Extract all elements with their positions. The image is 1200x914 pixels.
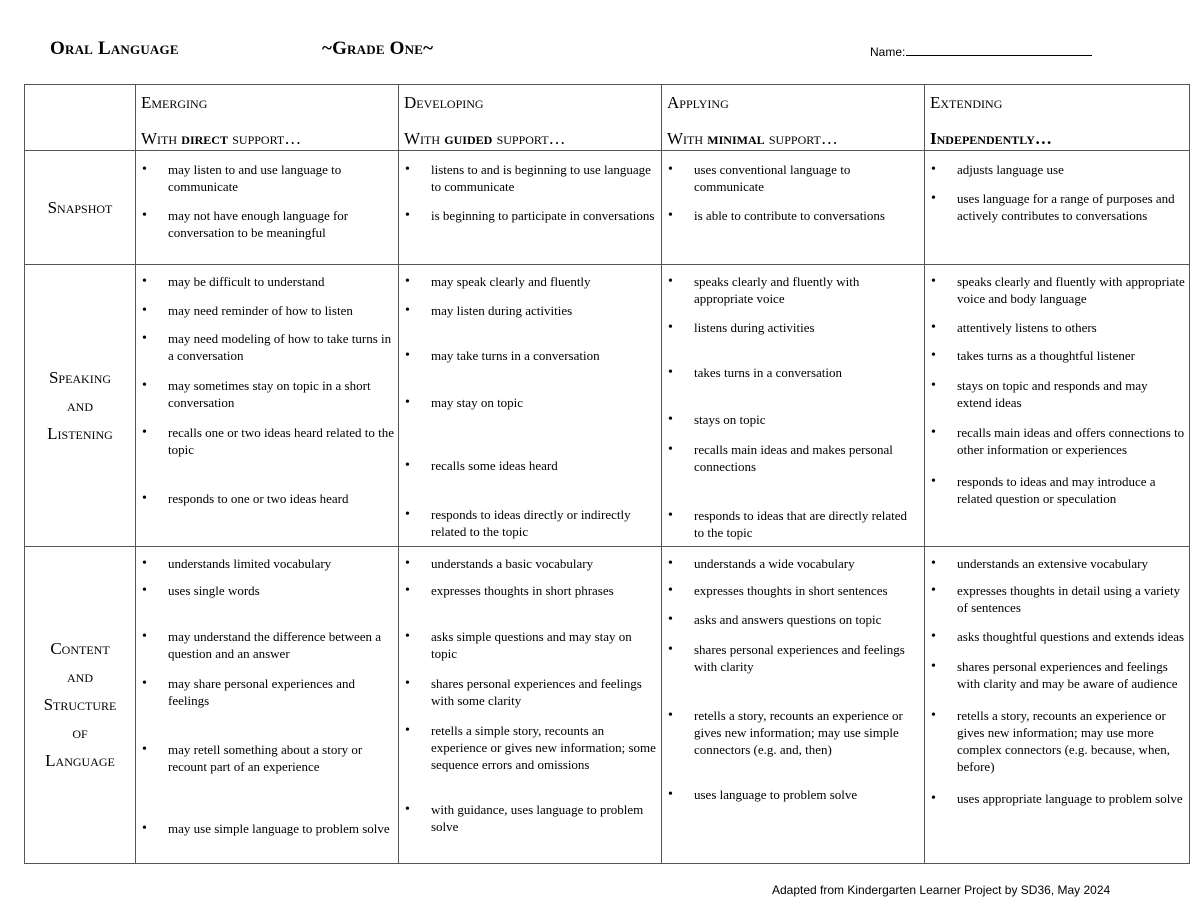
criteria-item: • attentively listens to others: [925, 319, 1189, 336]
row-label-line: Language: [45, 751, 115, 770]
rubric-cell-content-structure-emerging: [136, 547, 399, 864]
support-post: support…: [227, 129, 302, 148]
rubric-cell-snapshot-extending: [925, 151, 1190, 265]
level-label: Applying: [667, 93, 729, 112]
criteria-item: • adjusts language use: [925, 161, 1189, 178]
support-bold: Independently…: [930, 129, 1052, 148]
criteria-item: • may need reminder of how to listen: [136, 302, 398, 319]
row-label-speaking-listening: [25, 265, 136, 547]
criteria-item: • uses appropriate language to problem solve: [925, 790, 1189, 807]
criteria-item: • expresses thoughts in detail using a variety of sentences: [925, 582, 1189, 616]
criteria-item: • retells a simple story, recounts an experience or gives new information; some sequence errors and omissions: [399, 722, 661, 773]
criteria-item: • understands an extensive vocabulary: [925, 555, 1189, 572]
support-pre: With: [667, 129, 708, 148]
criteria-item: • may listen during activities: [399, 302, 661, 319]
criteria-item: • may retell something about a story or recount part of an experience: [136, 741, 398, 775]
criteria-list: [925, 151, 1189, 224]
criteria-item: • speaks clearly and fluently with appropriate voice: [662, 273, 924, 307]
rubric-cell-content-structure-developing: [399, 547, 662, 864]
row-label-line: and: [67, 395, 93, 415]
criteria-item: • recalls main ideas and offers connections to other information or experiences: [925, 424, 1189, 458]
criteria-item: • recalls main ideas and makes personal connections: [662, 441, 924, 475]
rubric-row-snapshot: [25, 151, 1190, 265]
criteria-item: • takes turns in a conversation: [662, 364, 924, 381]
document-title: Oral Language: [50, 38, 179, 59]
criteria-list: [662, 547, 924, 803]
criteria-item: • responds to one or two ideas heard: [136, 490, 398, 507]
support-label: [930, 128, 1189, 150]
level-label: Extending: [930, 93, 1003, 112]
criteria-item: • may stay on topic: [399, 394, 661, 411]
column-header-developing: [399, 85, 662, 151]
row-label-line: Content: [50, 639, 110, 658]
criteria-item: • expresses thoughts in short sentences: [662, 582, 924, 599]
criteria-list: [662, 265, 924, 541]
row-label-content-structure: [25, 547, 136, 864]
criteria-item: • expresses thoughts in short phrases: [399, 582, 661, 599]
support-label: [404, 128, 661, 150]
criteria-item: • may not have enough language for conversation to be meaningful: [136, 207, 398, 241]
criteria-list: [136, 265, 398, 507]
footer-credit: Adapted from Kindergarten Learner Project by SD36, May 2024: [772, 883, 1111, 897]
support-pre: With: [141, 129, 182, 148]
column-header-applying: [662, 85, 925, 151]
criteria-item: • stays on topic: [662, 411, 924, 428]
support-label: [667, 128, 924, 150]
criteria-item: • understands a wide vocabulary: [662, 555, 924, 572]
row-label-line: Structure: [43, 695, 117, 714]
rubric-cell-speaking-listening-applying: [662, 265, 925, 547]
criteria-item: • is beginning to participate in conversations: [399, 207, 661, 224]
criteria-item: • speaks clearly and fluently with appropriate voice and body language: [925, 273, 1189, 307]
criteria-item: • may need modeling of how to take turns in a conversation: [136, 330, 398, 364]
row-label-line: and: [67, 667, 93, 686]
criteria-item: • shares personal experiences and feelings with clarity and may be aware of audience: [925, 658, 1189, 692]
corner-cell: [25, 85, 136, 151]
rubric-cell-snapshot-emerging: [136, 151, 399, 265]
rubric-row-speaking-listening: [25, 265, 1190, 547]
criteria-item: • responds to ideas directly or indirectly related to the topic: [399, 506, 661, 540]
name-field: [870, 44, 1092, 59]
criteria-item: • listens during activities: [662, 319, 924, 336]
name-blank-line: [906, 44, 1092, 56]
criteria-list: [925, 265, 1189, 507]
criteria-item: • is able to contribute to conversations: [662, 207, 924, 224]
criteria-item: • may use simple language to problem solve: [136, 820, 398, 837]
name-label: Name:: [870, 45, 906, 59]
column-header-emerging: [136, 85, 399, 151]
criteria-list: [925, 547, 1189, 807]
criteria-item: • may speak clearly and fluently: [399, 273, 661, 290]
grade-heading: ~Grade One~: [322, 38, 434, 59]
support-label: [141, 128, 398, 150]
criteria-item: • shares personal experiences and feelings with some clarity: [399, 675, 661, 709]
rubric-row-content-structure: [25, 547, 1190, 864]
criteria-list: [136, 151, 398, 241]
criteria-item: • asks simple questions and may stay on topic: [399, 628, 661, 662]
criteria-list: [399, 151, 661, 224]
row-label-line: Speaking: [48, 367, 112, 387]
level-label: Emerging: [141, 93, 208, 112]
criteria-item: • may listen to and use language to communicate: [136, 161, 398, 195]
criteria-item: • listens to and is beginning to use language to communicate: [399, 161, 661, 195]
row-label-snapshot: [25, 151, 136, 265]
criteria-list: [399, 547, 661, 835]
rubric-cell-snapshot-applying: [662, 151, 925, 265]
support-post: support…: [492, 129, 566, 148]
criteria-item: • may understand the difference between a question and an answer: [136, 628, 398, 662]
rubric-cell-speaking-listening-extending: [925, 265, 1190, 547]
rubric-cell-content-structure-applying: [662, 547, 925, 864]
criteria-item: • may take turns in a conversation: [399, 347, 661, 364]
criteria-item: • responds to ideas and may introduce a related question or speculation: [925, 473, 1189, 507]
criteria-item: • with guidance, uses language to problem solve: [399, 801, 661, 835]
criteria-item: • stays on topic and responds and may extend ideas: [925, 377, 1189, 411]
criteria-item: • uses language for a range of purposes and actively contributes to conversations: [925, 190, 1189, 224]
header-row: [25, 85, 1190, 151]
criteria-item: • uses single words: [136, 582, 398, 599]
criteria-item: • asks thoughtful questions and extends ideas: [925, 628, 1189, 645]
rubric-cell-snapshot-developing: [399, 151, 662, 265]
support-bold: minimal: [707, 129, 765, 148]
support-post: support…: [764, 129, 838, 148]
criteria-item: • asks and answers questions on topic: [662, 611, 924, 628]
criteria-item: • responds to ideas that are directly related to the topic: [662, 507, 924, 541]
criteria-item: • may share personal experiences and feelings: [136, 675, 398, 709]
criteria-item: • may sometimes stay on topic in a short conversation: [136, 377, 398, 411]
criteria-list: [136, 547, 398, 837]
criteria-item: • shares personal experiences and feelings with clarity: [662, 641, 924, 675]
criteria-list: [399, 265, 661, 540]
level-label: Developing: [404, 93, 484, 112]
criteria-item: • understands limited vocabulary: [136, 555, 398, 572]
row-label-line: of: [72, 723, 88, 742]
rubric-cell-speaking-listening-emerging: [136, 265, 399, 547]
criteria-item: • may be difficult to understand: [136, 273, 398, 290]
criteria-item: • recalls some ideas heard: [399, 457, 661, 474]
criteria-item: • uses language to problem solve: [662, 786, 924, 803]
criteria-item: • uses conventional language to communicate: [662, 161, 924, 195]
row-label-line: Snapshot: [47, 197, 113, 217]
criteria-list: [662, 151, 924, 224]
criteria-item: • retells a story, recounts an experience or gives new information; may use more complex connectors (e.g. because, when, before): [925, 707, 1189, 775]
criteria-item: • recalls one or two ideas heard related to the topic: [136, 424, 398, 458]
rubric-cell-speaking-listening-developing: [399, 265, 662, 547]
criteria-item: • retells a story, recounts an experience or gives new information; may use simple connectors (e.g. and, then): [662, 707, 924, 758]
support-bold: direct: [181, 129, 228, 148]
row-label-line: Listening: [47, 423, 113, 443]
criteria-item: • takes turns as a thoughtful listener: [925, 347, 1189, 364]
rubric-table: [24, 84, 1190, 864]
support-bold: guided: [444, 129, 493, 148]
column-header-extending: [925, 85, 1190, 151]
criteria-item: • understands a basic vocabulary: [399, 555, 661, 572]
rubric-cell-content-structure-extending: [925, 547, 1190, 864]
support-pre: With: [404, 129, 445, 148]
